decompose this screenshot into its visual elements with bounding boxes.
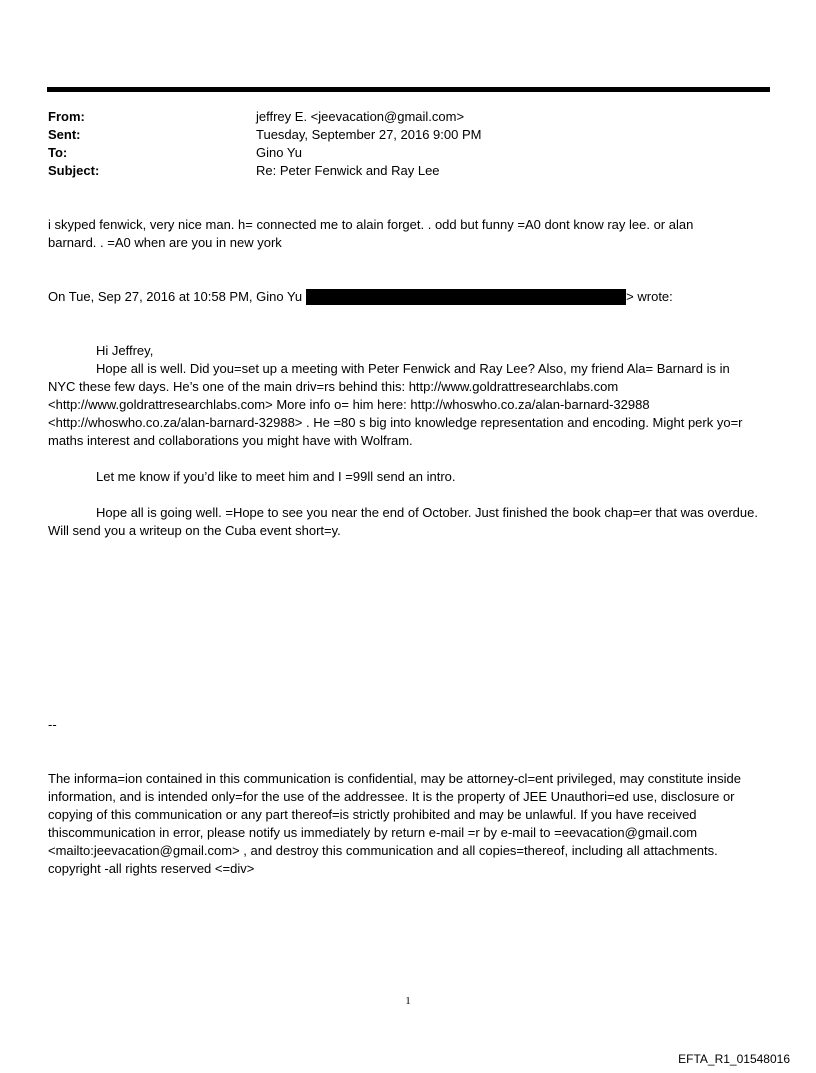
paragraph-gap [48,486,760,504]
reply-message [48,216,768,252]
redaction-bar [306,289,626,305]
disclaimer: The informa=ion contained in this communication is confidential, may be attorney-cl=ent privileged, may constitute inside information, and is intended only=for the use of the addressee. It is the property of JEE Unauthori=ed use, disclosure or copying of this communication or any part thereof=is strictly prohibited and may be unlawful. If you have received thiscommunication in error, please notify us immediately by return e-mail =r by e-mail to =eevacation@gmail.com <mailto:jeevacation@gmail.com> , and destroy this communication and all copies=thereof, including all attachments. copyright -all rights reserved <=div> [48,771,741,876]
to-value: Gino Yu [256,145,303,160]
to-row [48,144,768,162]
reply-line-1: i skyped fenwick, very nice man. h= connected me to alain forget. . odd but funny =A0 dont know ray lee. or alan [48,217,694,232]
reply-line-2: barnard. . =A0 when are you in new york [48,235,282,250]
page-number: 1 [405,995,411,1007]
sent-row [48,126,768,144]
document-id: EFTA_R1_01548016 [678,1052,790,1066]
quoted-paragraph-2: Let me know if you’d like to meet him and I =99ll send an intro. [96,469,456,484]
subject-row [48,162,768,180]
top-rule [47,87,770,92]
from-row [48,108,768,126]
email-header [48,108,768,180]
paragraph-gap [48,450,760,468]
signature-separator: -- [48,717,57,732]
from-value: jeffrey E. <jeevacation@gmail.com> [256,109,465,124]
sent-label: Sent: [48,127,81,142]
quote-intro-suffix: > wrote: [626,289,673,304]
subject-value: Re: Peter Fenwick and Ray Lee [256,163,440,178]
subject-label: Subject: [48,163,100,178]
quote-intro [48,288,768,306]
quoted-message [48,342,760,540]
to-label: To: [48,145,68,160]
quoted-paragraph-3: Hope all is going well. =Hope to see you near the end of October. Just finished the book chap=er that was overdue. Will send you a writeup on the Cuba event short=y. [48,505,758,538]
greeting: Hi Jeffrey, [96,343,154,358]
quoted-paragraph-1: Hope all is well. Did you=set up a meeting with Peter Fenwick and Ray Lee? Also, my friend Ala= Barnard is in NYC these few days. He’s one of the main driv=rs behind this: http://www.goldrattresearchlabs.com <http://www.goldrattresearchlabs.com> More info o= him here: http://whoswho.co.za/alan-barnard-32988 <http://whoswho.co.za/alan-barnard-32988> . He =80 s big into knowledge representation and encoding. Might perk yo=r maths interest and collaborations you might have with Wolfram. [48,361,743,448]
from-label: From: [48,109,85,124]
sent-value: Tuesday, September 27, 2016 9:00 PM [256,127,482,142]
quote-intro-prefix: On Tue, Sep 27, 2016 at 10:58 PM, Gino Yu [48,289,303,304]
